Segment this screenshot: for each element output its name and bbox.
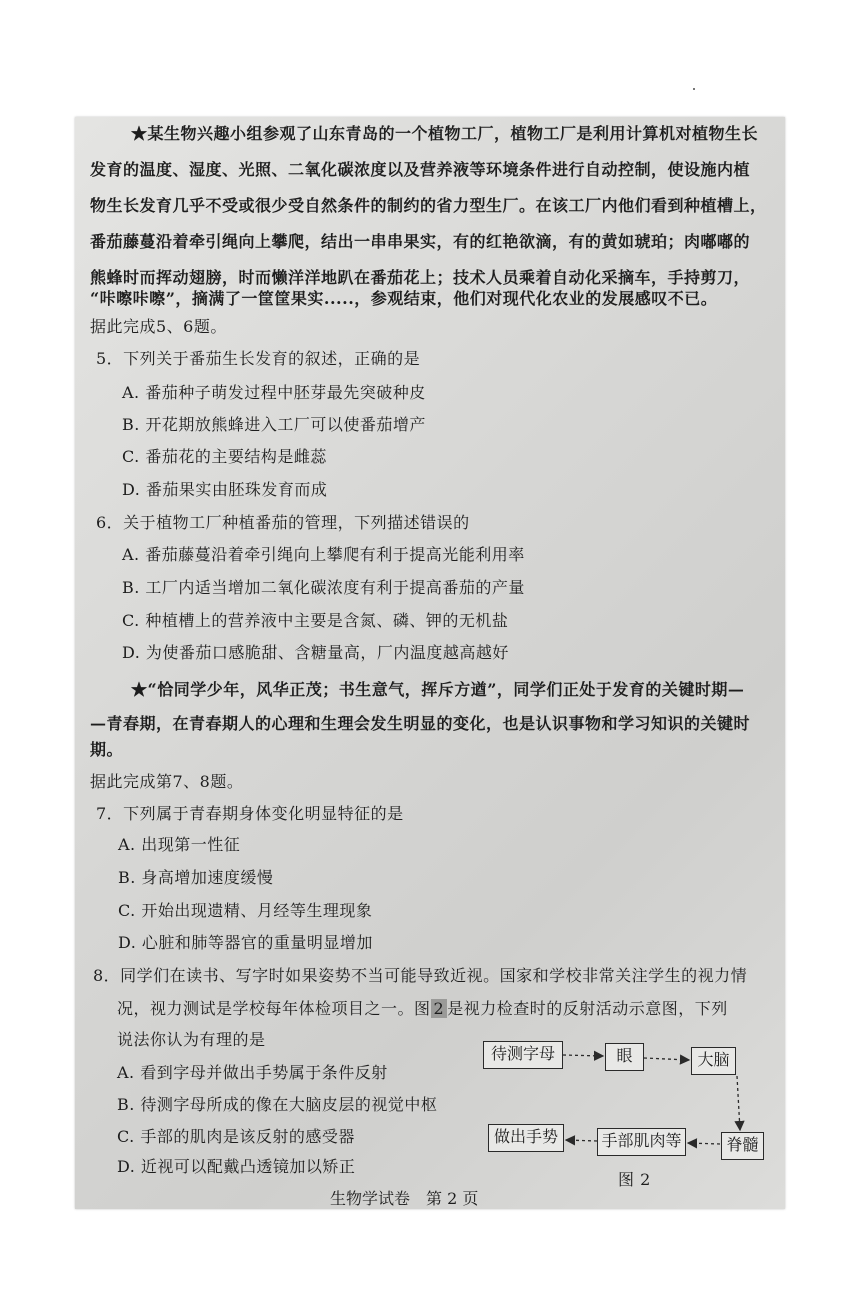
arrow-letter-to-eye — [563, 1055, 603, 1056]
arrow-muscle-to-gesture — [566, 1140, 597, 1141]
intro1-line-3: 物生长发育几乎不受或很少受自然条件的制约的省力型生厂。在该工厂内他们看到种植槽上， — [90, 196, 767, 215]
diagram-node-letter: 待测字母 — [483, 1041, 563, 1069]
q6-option-a[interactable]: A. 番茄藤蔓沿着牵引绳向上攀爬有利于提高光能利用率 — [122, 545, 525, 564]
intro2-instruction: 据此完成第7、8题。 — [90, 772, 244, 791]
q6-option-b[interactable]: B. 工厂内适当增加二氧化碳浓度有利于提高番茄的产量 — [122, 578, 525, 597]
q8-stem-line-3: 说法你认为有理的是 — [117, 1030, 266, 1049]
q7-stem: 7．下列属于青春期身体变化明显特征的是 — [96, 804, 404, 823]
q8-stem-line-2-post: 是视力检查时的反射活动示意图，下列 — [447, 999, 728, 1018]
q5-option-c[interactable]: C. 番茄花的主要结构是雌蕊 — [122, 447, 327, 466]
q8-option-d[interactable]: D. 近视可以配戴凸透镜加以矫正 — [117, 1157, 356, 1176]
diagram-node-brain: 大脑 — [691, 1047, 736, 1075]
q8-stem-line-1: 8．同学们在读书、写字时如果姿势不当可能导致近视。国家和学校非常关注学生的视力情 — [93, 966, 748, 985]
intro1-line-6: “咔嚓咔嚓”，摘满了一筐筐果实.....，参观结束，他们对现代化农业的发展感叹不已。 — [90, 289, 718, 308]
diagram-node-eye: 眼 — [605, 1043, 644, 1071]
intro2-line-3: 期。 — [90, 740, 124, 759]
q8-option-c[interactable]: C. 手部的肌肉是该反射的感受器 — [117, 1127, 355, 1146]
q8-stem-line-2-pre: 况，视力测试是学校每年体检项目之一。图 — [117, 999, 431, 1018]
arrow-spine-to-muscle — [688, 1143, 720, 1144]
q7-option-a[interactable]: A. 出现第一性征 — [118, 835, 241, 854]
arrow-eye-to-brain — [644, 1058, 689, 1060]
intro1-instruction: 据此完成5、6题。 — [90, 317, 227, 336]
q6-option-c[interactable]: C. 种植槽上的营养液中主要是含氮、磷、钾的无机盐 — [122, 611, 509, 630]
diagram-node-gesture: 做出手势 — [488, 1124, 564, 1152]
q8-option-a[interactable]: A. 看到字母并做出手势属于条件反射 — [117, 1063, 388, 1082]
arrow-brain-to-spine — [737, 1076, 740, 1130]
intro2-line-1: ★“恰同学少年，风华正茂；书生意气，挥斥方遒”，同学们正处于发育的关键时期— — [131, 680, 745, 699]
intro1-line-5: 熊蜂时而挥动翅膀，时而懒洋洋地趴在番茄花上；技术人员乘着自动化采摘车，手持剪刀， — [90, 268, 751, 287]
q5-option-d[interactable]: D. 番茄果实由胚珠发育而成 — [122, 480, 328, 499]
q5-option-a[interactable]: A. 番茄种子萌发过程中胚芽最先突破种皮 — [122, 383, 426, 402]
q6-option-d[interactable]: D. 为使番茄口感脆甜、含糖量高，厂内温度越高越好 — [122, 643, 509, 662]
intro1-line-2: 发育的温度、湿度、光照、二氧化碳浓度以及营养液等环境条件进行自动控制，使设施内植 — [90, 160, 751, 179]
page-footer: 生物学试卷 第 2 页 — [330, 1189, 479, 1208]
q5-stem: 5．下列关于番茄生长发育的叙述，正确的是 — [96, 349, 421, 368]
intro1-line-1: ★某生物兴趣小组参观了山东青岛的一个植物工厂，植物工厂是利用计算机对植物生长 — [131, 124, 759, 143]
q8-option-b[interactable]: B. 待测字母所成的像在大脑皮层的视觉中枢 — [117, 1095, 438, 1114]
diagram-node-spine: 脊髓 — [721, 1132, 764, 1160]
figure-caption: 图 2 — [618, 1170, 651, 1189]
q6-stem: 6．关于植物工厂种植番茄的管理，下列描述错误的 — [96, 513, 470, 532]
q7-option-d[interactable]: D. 心脏和肺等器官的重量明显增加 — [118, 933, 373, 952]
diagram-node-muscle: 手部肌肉等 — [597, 1128, 686, 1156]
q7-option-b[interactable]: B. 身高增加速度缓慢 — [118, 868, 274, 887]
q8-figure-ref: 2 — [431, 999, 448, 1018]
intro2-line-2: —青春期，在青春期人的心理和生理会发生明显的变化，也是认识事物和学习知识的关键时 — [90, 714, 751, 733]
q7-option-c[interactable]: C. 开始出现遗精、月经等生理现象 — [118, 901, 373, 920]
q5-option-b[interactable]: B. 开花期放熊蜂进入工厂可以使番茄增产 — [122, 415, 426, 434]
intro1-line-4: 番茄藤蔓沿着牵引绳向上攀爬，结出一串串果实，有的红艳欲滴，有的黄如琥珀；肉嘟嘟的 — [90, 232, 751, 251]
